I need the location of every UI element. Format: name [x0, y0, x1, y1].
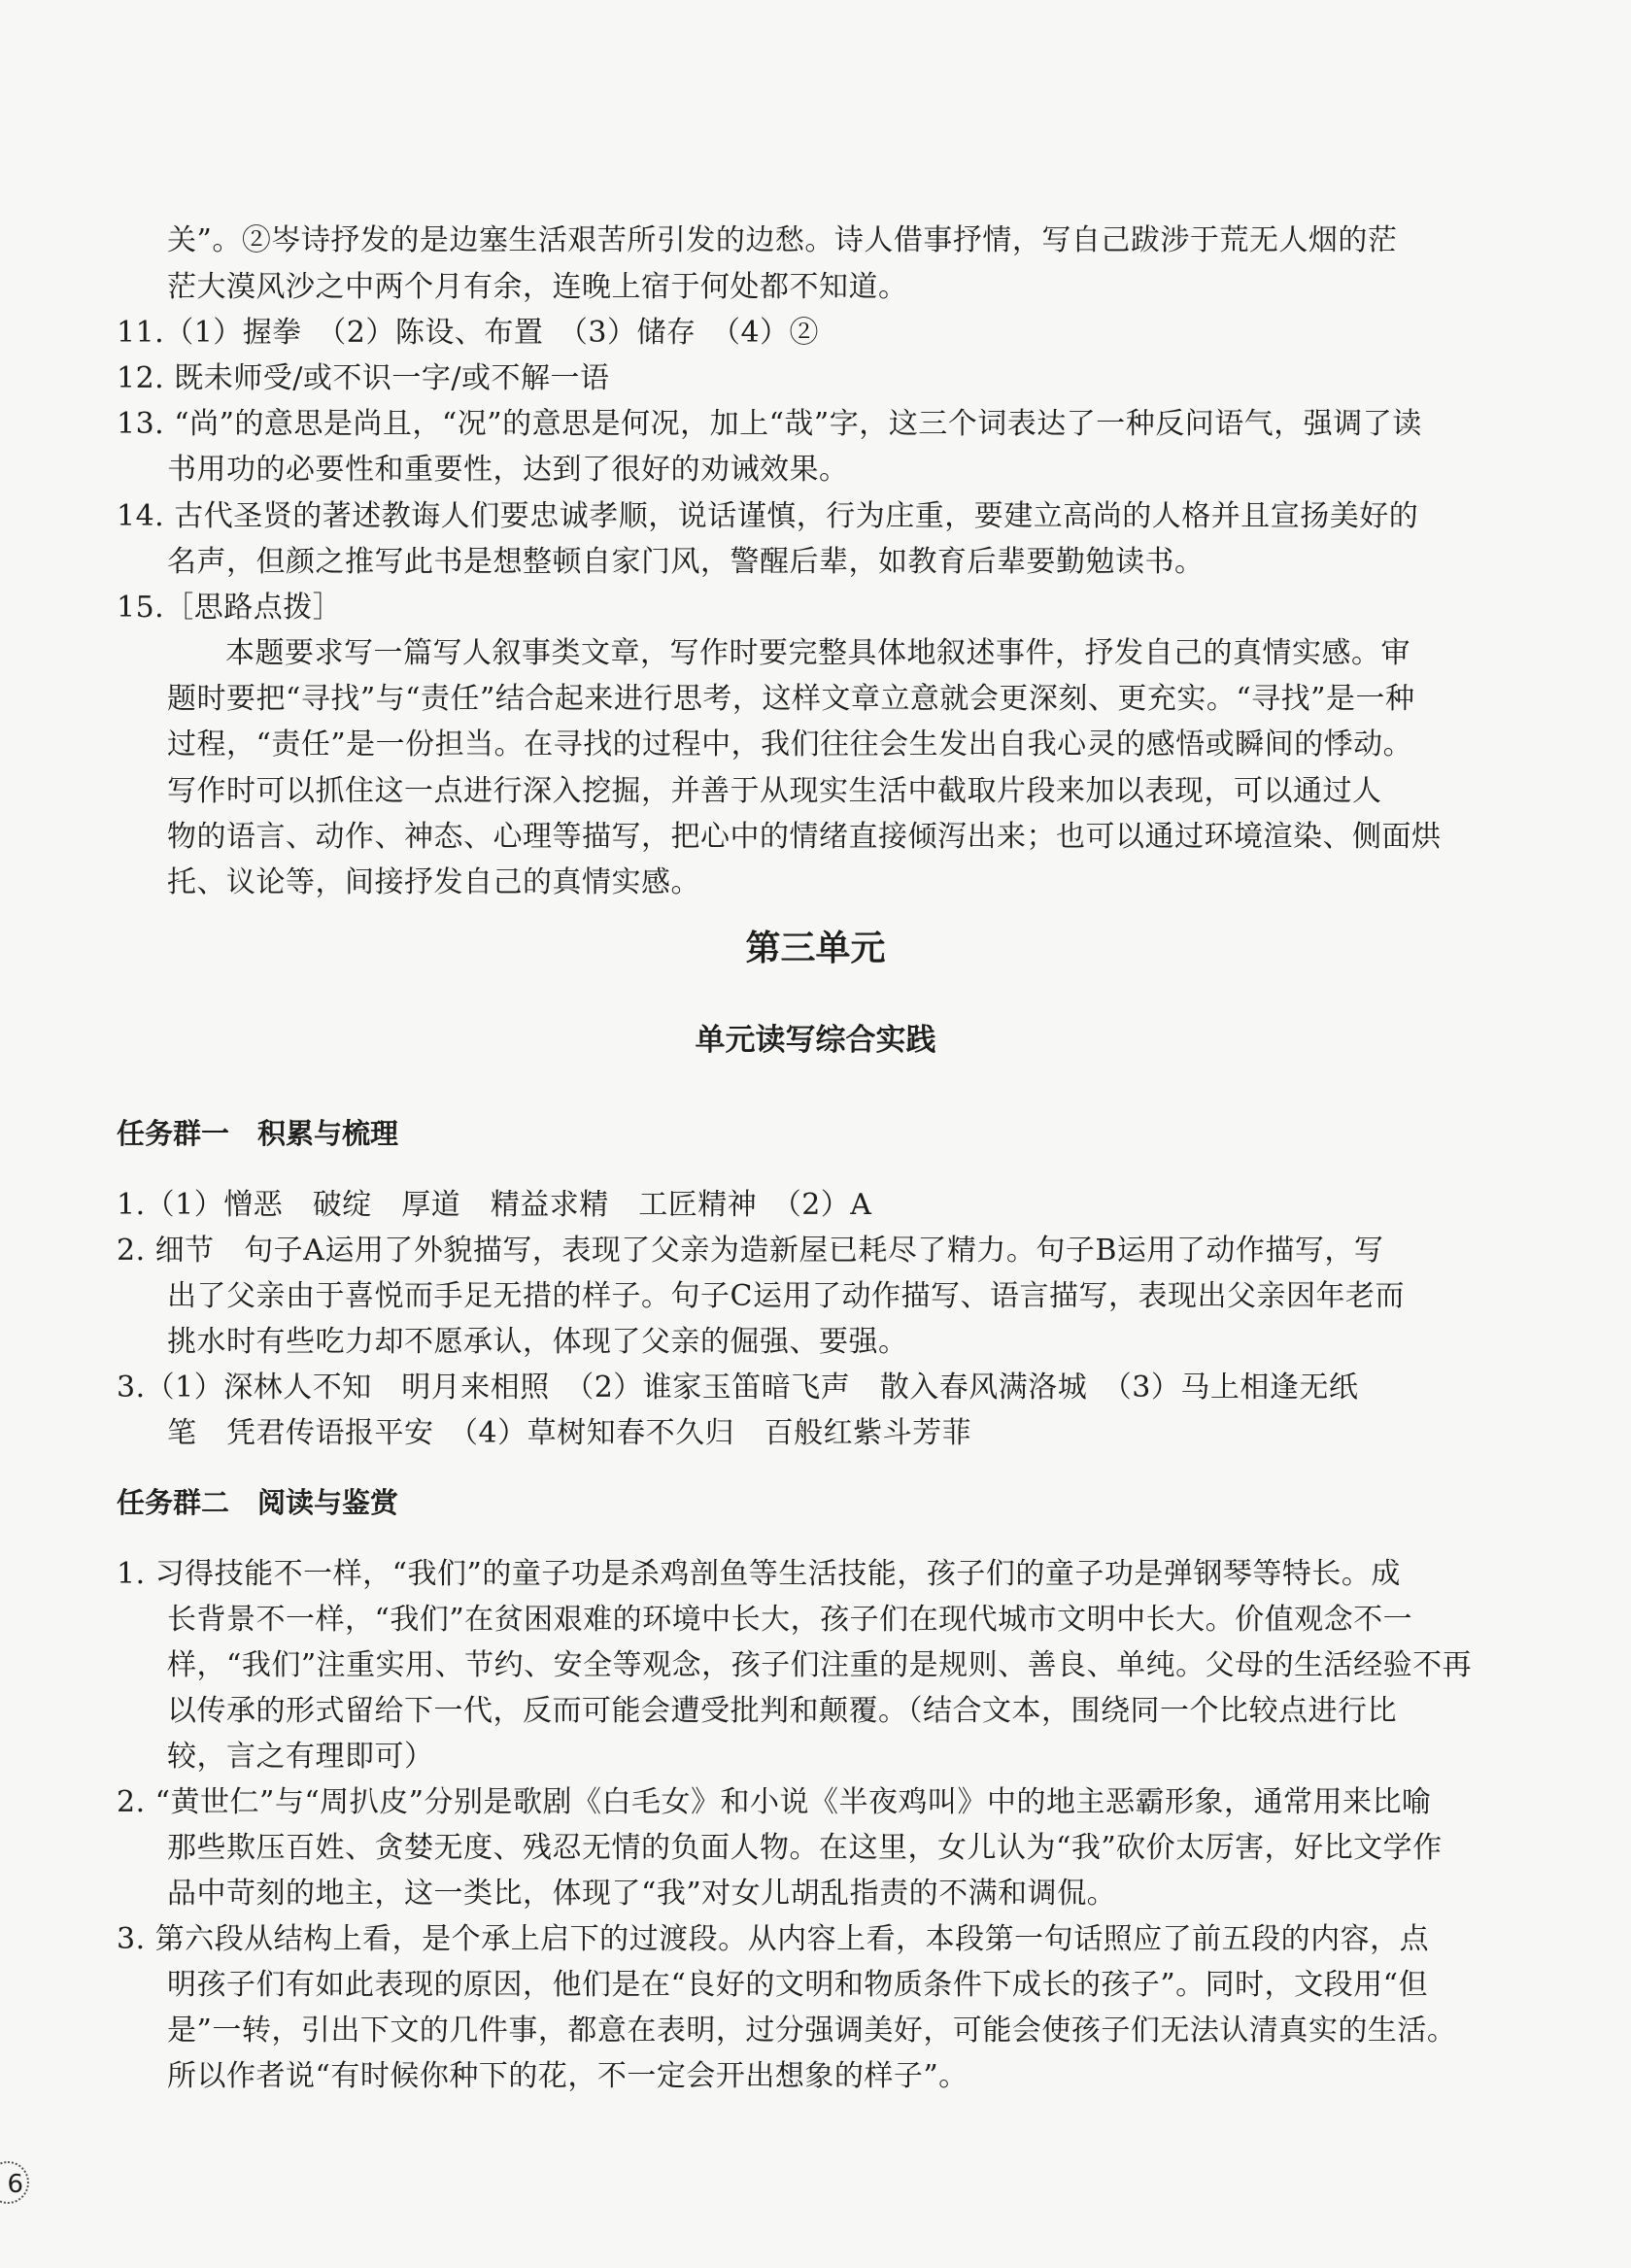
- text-line: 书用功的必要性和重要性，达到了很好的劝诫效果。: [167, 453, 849, 487]
- answer-11: 11.（1）握拳 （2）陈设、布置 （3）储存 （4）②: [117, 316, 820, 350]
- text-line: 关”。②岑诗抒发的是边塞生活艰苦所引发的边愁。诗人借事抒情，写自己跋涉于荒无人烟的茫: [167, 223, 1398, 257]
- section-heading: 任务群二 阅读与鉴赏: [117, 1486, 399, 1519]
- text-line: 茫大漠风沙之中两个月有余，连晚上宿于何处都不知道。: [167, 270, 908, 304]
- answer-12: 12. 既未师受/或不识一字/或不解一语: [117, 361, 610, 395]
- section-heading: 任务群一 积累与梳理: [117, 1117, 399, 1150]
- page-number: 6: [0, 2161, 29, 2204]
- text-line: 较，言之有理即可）: [167, 1740, 434, 1774]
- text-line: 本题要求写一篇写人叙事类文章，写作时要完整具体地叙述事件，抒发自己的真情实感。审: [225, 636, 1410, 670]
- text-line: 托、议论等，间接抒发自己的真情实感。: [167, 865, 700, 899]
- text-line: 题时要把“寻找”与“责任”结合起来进行思考，这样文章立意就会更深刻、更充实。“寻找”是一种: [167, 682, 1415, 716]
- text-line: 那些欺压百姓、贪婪无度、残忍无情的负面人物。在这里，女儿认为“我”砍价太厉害，好比文学作: [167, 1831, 1443, 1865]
- answer-1: 1. 习得技能不一样，“我们”的童子功是杀鸡剖鱼等生活技能，孩子们的童子功是弹钢琴等特长。成: [117, 1557, 1401, 1591]
- text-line: 出了父亲由于喜悦而手足无措的样子。句子C运用了动作描写、语言描写，表现出父亲因年老而: [167, 1279, 1405, 1313]
- unit-title: 第三单元: [745, 929, 886, 968]
- text-line: 明孩子们有如此表现的原因，他们是在“良好的文明和物质条件下成长的孩子”。同时，文段用“但: [167, 1968, 1429, 2002]
- text-line: 样，“我们”注重实用、节约、安全等观念，孩子们注重的是规则、善良、单纯。父母的生活经验不再: [167, 1648, 1473, 1682]
- text-line: 以传承的形式留给下一代，反而可能会遭受批判和颠覆。（结合文本，围绕同一个比较点进行比: [167, 1694, 1397, 1728]
- answer-15: 15.［思路点拨］: [117, 591, 343, 625]
- answer-2: 2. “黄世仁”与“周扒皮”分别是歌剧《白毛女》和小说《半夜鸡叫》中的地主恶霸形象，通常用来比喻: [117, 1785, 1432, 1819]
- text-line: 过程，“责任”是一份担当。在寻找的过程中，我们往往会生发出自我心灵的感悟或瞬间的悸动。: [167, 728, 1413, 762]
- answer-3: 3. 第六段从结构上看，是个承上启下的过渡段。从内容上看，本段第一句话照应了前五段的内容，点: [117, 1922, 1430, 1956]
- answer-13: 13. “尚”的意思是尚且，“况”的意思是何况，加上“哉”字，这三个词表达了一种反问语气，强调了读: [117, 407, 1422, 441]
- text-line: 名声，但颜之推写此书是想整顿自家门风，警醒后辈，如教育后辈要勤勉读书。: [167, 545, 1205, 579]
- answer-1: 1.（1）憎恶 破绽 厚道 精益求精 工匠精神 （2）A: [117, 1188, 872, 1222]
- text-line: 所以作者说“有时候你种下的花，不一定会开出想象的样子”。: [167, 2059, 968, 2093]
- text-line: 品中苛刻的地主，这一类比，体现了“我”对女儿胡乱指责的不满和调侃。: [167, 1877, 1117, 1911]
- text-line: 挑水时有些吃力却不愿承认，体现了父亲的倔强、要强。: [167, 1325, 908, 1359]
- text-line: 是”一转，引出下文的几件事，都意在表明，过分强调美好，可能会使孩子们无法认清真实的生活。: [167, 2014, 1457, 2048]
- answer-14: 14. 古代圣贤的著述教诲人们要忠诚孝顺，说话谨慎，行为庄重，要建立高尚的人格并且宣扬美好的: [117, 499, 1419, 533]
- answer-3: 3.（1）深林人不知 明月来相照 （2）谁家玉笛暗飞声 散入春风满洛城 （3）马上相逢无纸: [117, 1371, 1359, 1405]
- unit-subtitle: 单元读写综合实践: [695, 1023, 936, 1058]
- answer-2: 2. 细节 句子A运用了外貌描写，表现了父亲为造新屋已耗尽了精力。句子B运用了动作描写，写: [117, 1234, 1384, 1268]
- text-line: 长背景不一样，“我们”在贫困艰难的环境中长大，孩子们在现代城市文明中长大。价值观念不一: [167, 1603, 1413, 1637]
- text-line: 写作时可以抓住这一点进行深入挖掘，并善于从现实生活中截取片段来加以表现，可以通过人: [167, 774, 1382, 808]
- text-line: 笔 凭君传语报平安 （4）草树知春不久归 百般红紫斗芳菲: [167, 1416, 972, 1450]
- text-line: 物的语言、动作、神态、心理等描写，把心中的情绪直接倾泻出来；也可以通过环境渲染、侧面烘: [167, 820, 1442, 854]
